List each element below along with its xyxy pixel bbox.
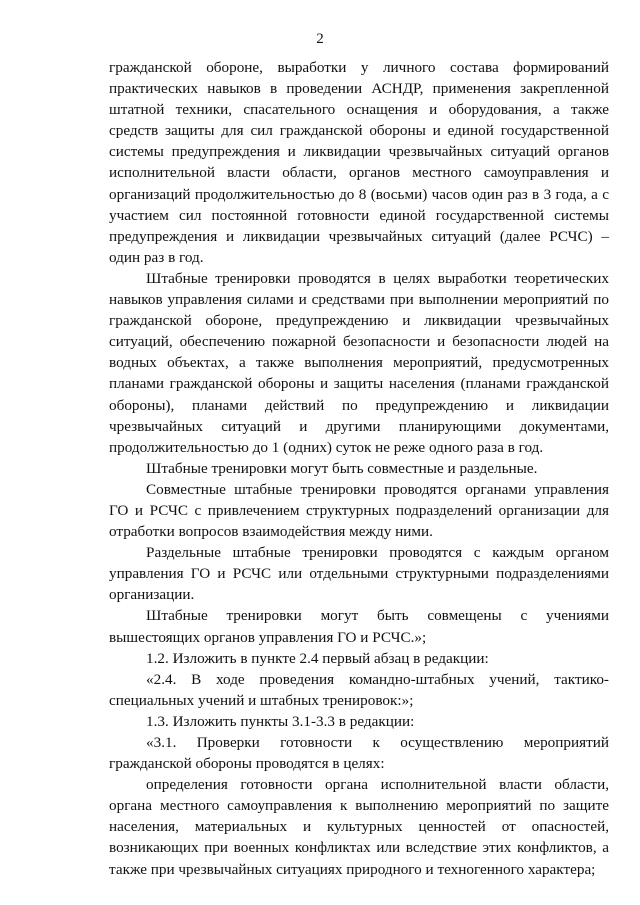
paragraph-staff-training-types: Штабные тренировки могут быть совместные и раздельные.	[146, 459, 538, 477]
paragraph-amendment-1-3: 1.3. Изложить пункты 3.1-3.3 в редакции:	[146, 712, 415, 730]
page-number: 2	[316, 31, 324, 47]
paragraph-staff-training-purpose: Штабные тренировки проводятся в целях выработки теоретических навыков управления силами и средствами при выполнении мероприятий по гражданской обороне, предупреждению и ликвидации чрезвычайных ситуаций, обеспечению пожарной безопасности и безопасности людей на водных объектах, а также выполнения мероприятий, предусмотренных планами гражданской обороны и защиты населения (планами гражданской обороны), планами действий по предупреждению и ликвидации чрезвычайных ситуаций и другими планирующими документами, продолжительностью до 1 (одних) суток не реже одного раза в год.	[109, 269, 609, 456]
paragraph-joint-training: Совместные штабные тренировки проводятся органами управления ГО и РСЧС с привлечением структурных подразделений организации для отработки вопросов взаимодействия между ними.	[109, 480, 609, 541]
document-body	[109, 57, 609, 880]
paragraph-readiness-definition: определения готовности органа исполнительной власти области, органа местного самоуправления к выполнению мероприятий по защите населения, материальных и культурных ценностей от опасностей, возникающих при военных конфликтах или вследствие этих конфликтов, а также при чрезвычайных ситуациях природного и техногенного характера;	[109, 776, 609, 878]
paragraph-amendment-1-2: 1.2. Изложить в пункте 2.4 первый абзац в редакции:	[146, 649, 489, 667]
paragraph-separate-training: Раздельные штабные тренировки проводятся с каждым органом управления ГО и РСЧС или отдельными структурными подразделениями организации.	[109, 544, 609, 604]
paragraph-combined-training: Штабные тренировки могут быть совмещены с учениями вышестоящих органов управления ГО и РСЧС.»;	[109, 607, 609, 646]
paragraph-continued: гражданской обороне, выработки у личного состава формирований практических навыков в проведении АСНДР, применения закрепленной штатной техники, спасательного оснащения и оборудования, а также средств защиты для сил гражданской обороны и единой государственной системы предупреждения и ликвидации чрезвычайных ситуаций органов исполнительной власти области, органов местного самоуправления и организаций продолжительностью до 8 (восьми) часов один раз в 3 года, а с участием сил постоянной готовности единой государственной системы предупреждения и ликвидации чрезвычайных ситуаций (далее РСЧС) – один раз в год.	[109, 59, 609, 266]
paragraph-clause-3-1: «3.1. Проверки готовности к осуществлению мероприятий гражданской обороны проводятся в целях:	[109, 734, 609, 773]
paragraph-clause-2-4: «2.4. В ходе проведения командно-штабных учений, тактико-специальных учений и штабных тренировок:»;	[109, 670, 609, 709]
